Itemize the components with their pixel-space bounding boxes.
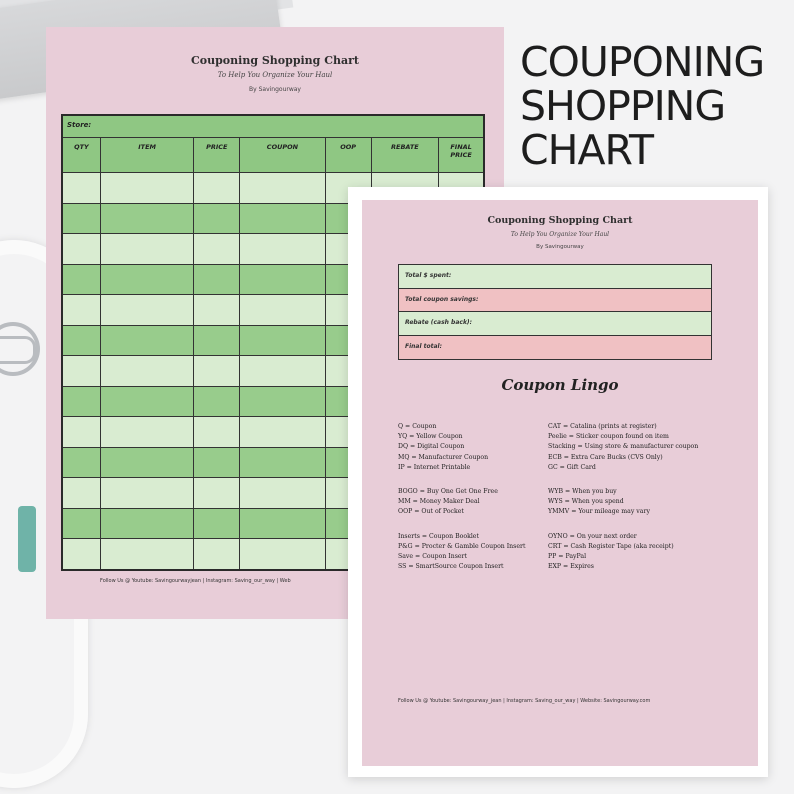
lingo-right-column <box>548 422 698 572</box>
table-cell[interactable] <box>63 173 101 203</box>
column-header: FINAL PRICE <box>450 143 472 159</box>
table-cell[interactable] <box>63 509 101 539</box>
table-cell[interactable] <box>194 448 240 478</box>
table-cell[interactable] <box>240 417 326 447</box>
table-cell[interactable] <box>101 417 195 447</box>
lingo-item: MQ = Manufacturer Coupon <box>398 453 489 461</box>
column-header: OOP <box>326 138 372 172</box>
table-cell[interactable] <box>63 234 101 264</box>
table-cell[interactable] <box>240 234 326 264</box>
page-title: Couponing Shopping Chart <box>487 215 633 226</box>
page-footer: Follow Us @ Youtube: Savingourway_jean | Instagram: Saving_our_way | Website: Savingourway.com <box>398 698 651 704</box>
table-cell[interactable] <box>63 417 101 447</box>
lingo-item: Peelie = Sticker coupon found on item <box>548 433 669 441</box>
table-cell[interactable] <box>101 387 195 417</box>
table-cell[interactable] <box>194 265 240 295</box>
heading-line: COUPONING <box>520 38 765 86</box>
table-cell[interactable] <box>63 265 101 295</box>
table-cell[interactable] <box>101 539 195 569</box>
lingo-item: Stacking = Using store & manufacturer coupon <box>548 443 699 451</box>
lingo-item: BOGO = Buy One Get One Free <box>398 488 498 496</box>
table-cell[interactable] <box>63 295 101 325</box>
table-cell[interactable] <box>194 478 240 508</box>
table-header <box>63 138 483 173</box>
lingo-item: YQ = Yellow Coupon <box>398 433 463 441</box>
page-byline: By Savingourway <box>249 86 301 93</box>
total-spent-row[interactable]: Total $ spent: <box>399 265 711 289</box>
lingo-item: OYNO = On your next order <box>548 532 637 540</box>
table-cell[interactable] <box>240 387 326 417</box>
table-cell[interactable] <box>240 356 326 386</box>
table-cell[interactable] <box>240 173 326 203</box>
column-header: ITEM <box>101 138 195 172</box>
table-cell[interactable] <box>240 295 326 325</box>
table-cell[interactable] <box>101 265 195 295</box>
table-cell[interactable] <box>101 509 195 539</box>
table-cell[interactable] <box>63 356 101 386</box>
lingo-item: CAT = Catalina (prints at register) <box>548 423 657 430</box>
lingo-item: Save = Coupon Insert <box>398 553 467 561</box>
table-cell[interactable] <box>101 295 195 325</box>
table-cell[interactable] <box>240 204 326 234</box>
table-cell[interactable] <box>63 204 101 234</box>
table-cell[interactable] <box>63 387 101 417</box>
lingo-item: ECB = Extra Care Bucks (CVS Only) <box>548 453 663 461</box>
product-heading <box>520 40 764 172</box>
lingo-item: YMMV = Your mileage may vary <box>548 508 650 516</box>
column-header: COUPON <box>240 138 326 172</box>
lingo-item: GC = Gift Card <box>548 463 596 471</box>
table-cell[interactable] <box>63 448 101 478</box>
totals-lingo-page <box>362 200 758 766</box>
lingo-item: DQ = Digital Coupon <box>398 443 465 451</box>
table-cell[interactable] <box>194 356 240 386</box>
table-cell[interactable] <box>240 265 326 295</box>
table-cell[interactable] <box>63 478 101 508</box>
table-cell[interactable] <box>101 356 195 386</box>
lingo-title: Coupon Lingo <box>501 376 619 394</box>
table-cell[interactable] <box>240 478 326 508</box>
total-savings-row[interactable]: Total coupon savings: <box>399 289 711 313</box>
final-total-row[interactable]: Final total: <box>399 336 711 360</box>
table-cell[interactable] <box>194 204 240 234</box>
table-cell[interactable] <box>194 173 240 203</box>
table-cell[interactable] <box>101 173 195 203</box>
lingo-item: PP = PayPal <box>548 553 587 561</box>
table-cell[interactable] <box>194 234 240 264</box>
table-cell[interactable] <box>101 478 195 508</box>
paper-clip-icon <box>0 336 36 364</box>
heading-line: SHOPPING <box>520 82 726 130</box>
totals-table <box>398 264 712 360</box>
lingo-item: SS = SmartSource Coupon Insert <box>398 563 504 571</box>
table-cell[interactable] <box>194 417 240 447</box>
lingo-item: OOP = Out of Pocket <box>398 508 464 516</box>
table-cell[interactable] <box>194 539 240 569</box>
lingo-item: CRT = Cash Register Tape (aka receipt) <box>548 542 674 550</box>
column-header: QTY <box>63 138 101 172</box>
table-cell[interactable] <box>240 448 326 478</box>
column-header: REBATE <box>372 138 440 172</box>
table-cell[interactable] <box>101 204 195 234</box>
binder-tab <box>18 506 36 572</box>
table-cell[interactable] <box>240 326 326 356</box>
lingo-item: WYB = When you buy <box>548 488 617 496</box>
lingo-left-column <box>398 422 525 572</box>
table-cell[interactable] <box>101 326 195 356</box>
table-cell[interactable] <box>101 234 195 264</box>
lingo-item: MM = Money Maker Deal <box>398 498 480 506</box>
rebate-row[interactable]: Rebate (cash back): <box>399 312 711 336</box>
page-footer: Follow Us @ Youtube: Savingourwayjean | Instagram: Saving_our_way | Web <box>100 578 291 584</box>
table-cell[interactable] <box>240 509 326 539</box>
lingo-item: WYS = When you spend <box>548 498 624 506</box>
page-subtitle: To Help You Organize Your Haul <box>510 231 610 238</box>
table-cell[interactable] <box>101 448 195 478</box>
lingo-item: IP = Internet Printable <box>398 463 471 471</box>
lingo-item: EXP = Expires <box>548 563 594 571</box>
table-cell[interactable] <box>194 326 240 356</box>
table-cell[interactable] <box>194 295 240 325</box>
page-title: Couponing Shopping Chart <box>191 54 359 67</box>
table-cell[interactable] <box>194 387 240 417</box>
page-byline: By Savingourway <box>536 244 584 250</box>
table-cell[interactable] <box>63 539 101 569</box>
table-cell[interactable] <box>63 326 101 356</box>
table-cell[interactable] <box>240 539 326 569</box>
column-header: PRICE <box>194 138 240 172</box>
lingo-item: Q = Coupon <box>398 423 437 430</box>
page-subtitle: To Help You Organize Your Haul <box>217 71 333 79</box>
lingo-item: P&G = Procter & Gamble Coupon Insert <box>398 542 526 550</box>
lingo-item: Inserts = Coupon Booklet <box>398 532 479 540</box>
table-cell[interactable] <box>194 509 240 539</box>
heading-line: CHART <box>520 126 654 174</box>
store-field[interactable]: Store: <box>63 116 483 138</box>
